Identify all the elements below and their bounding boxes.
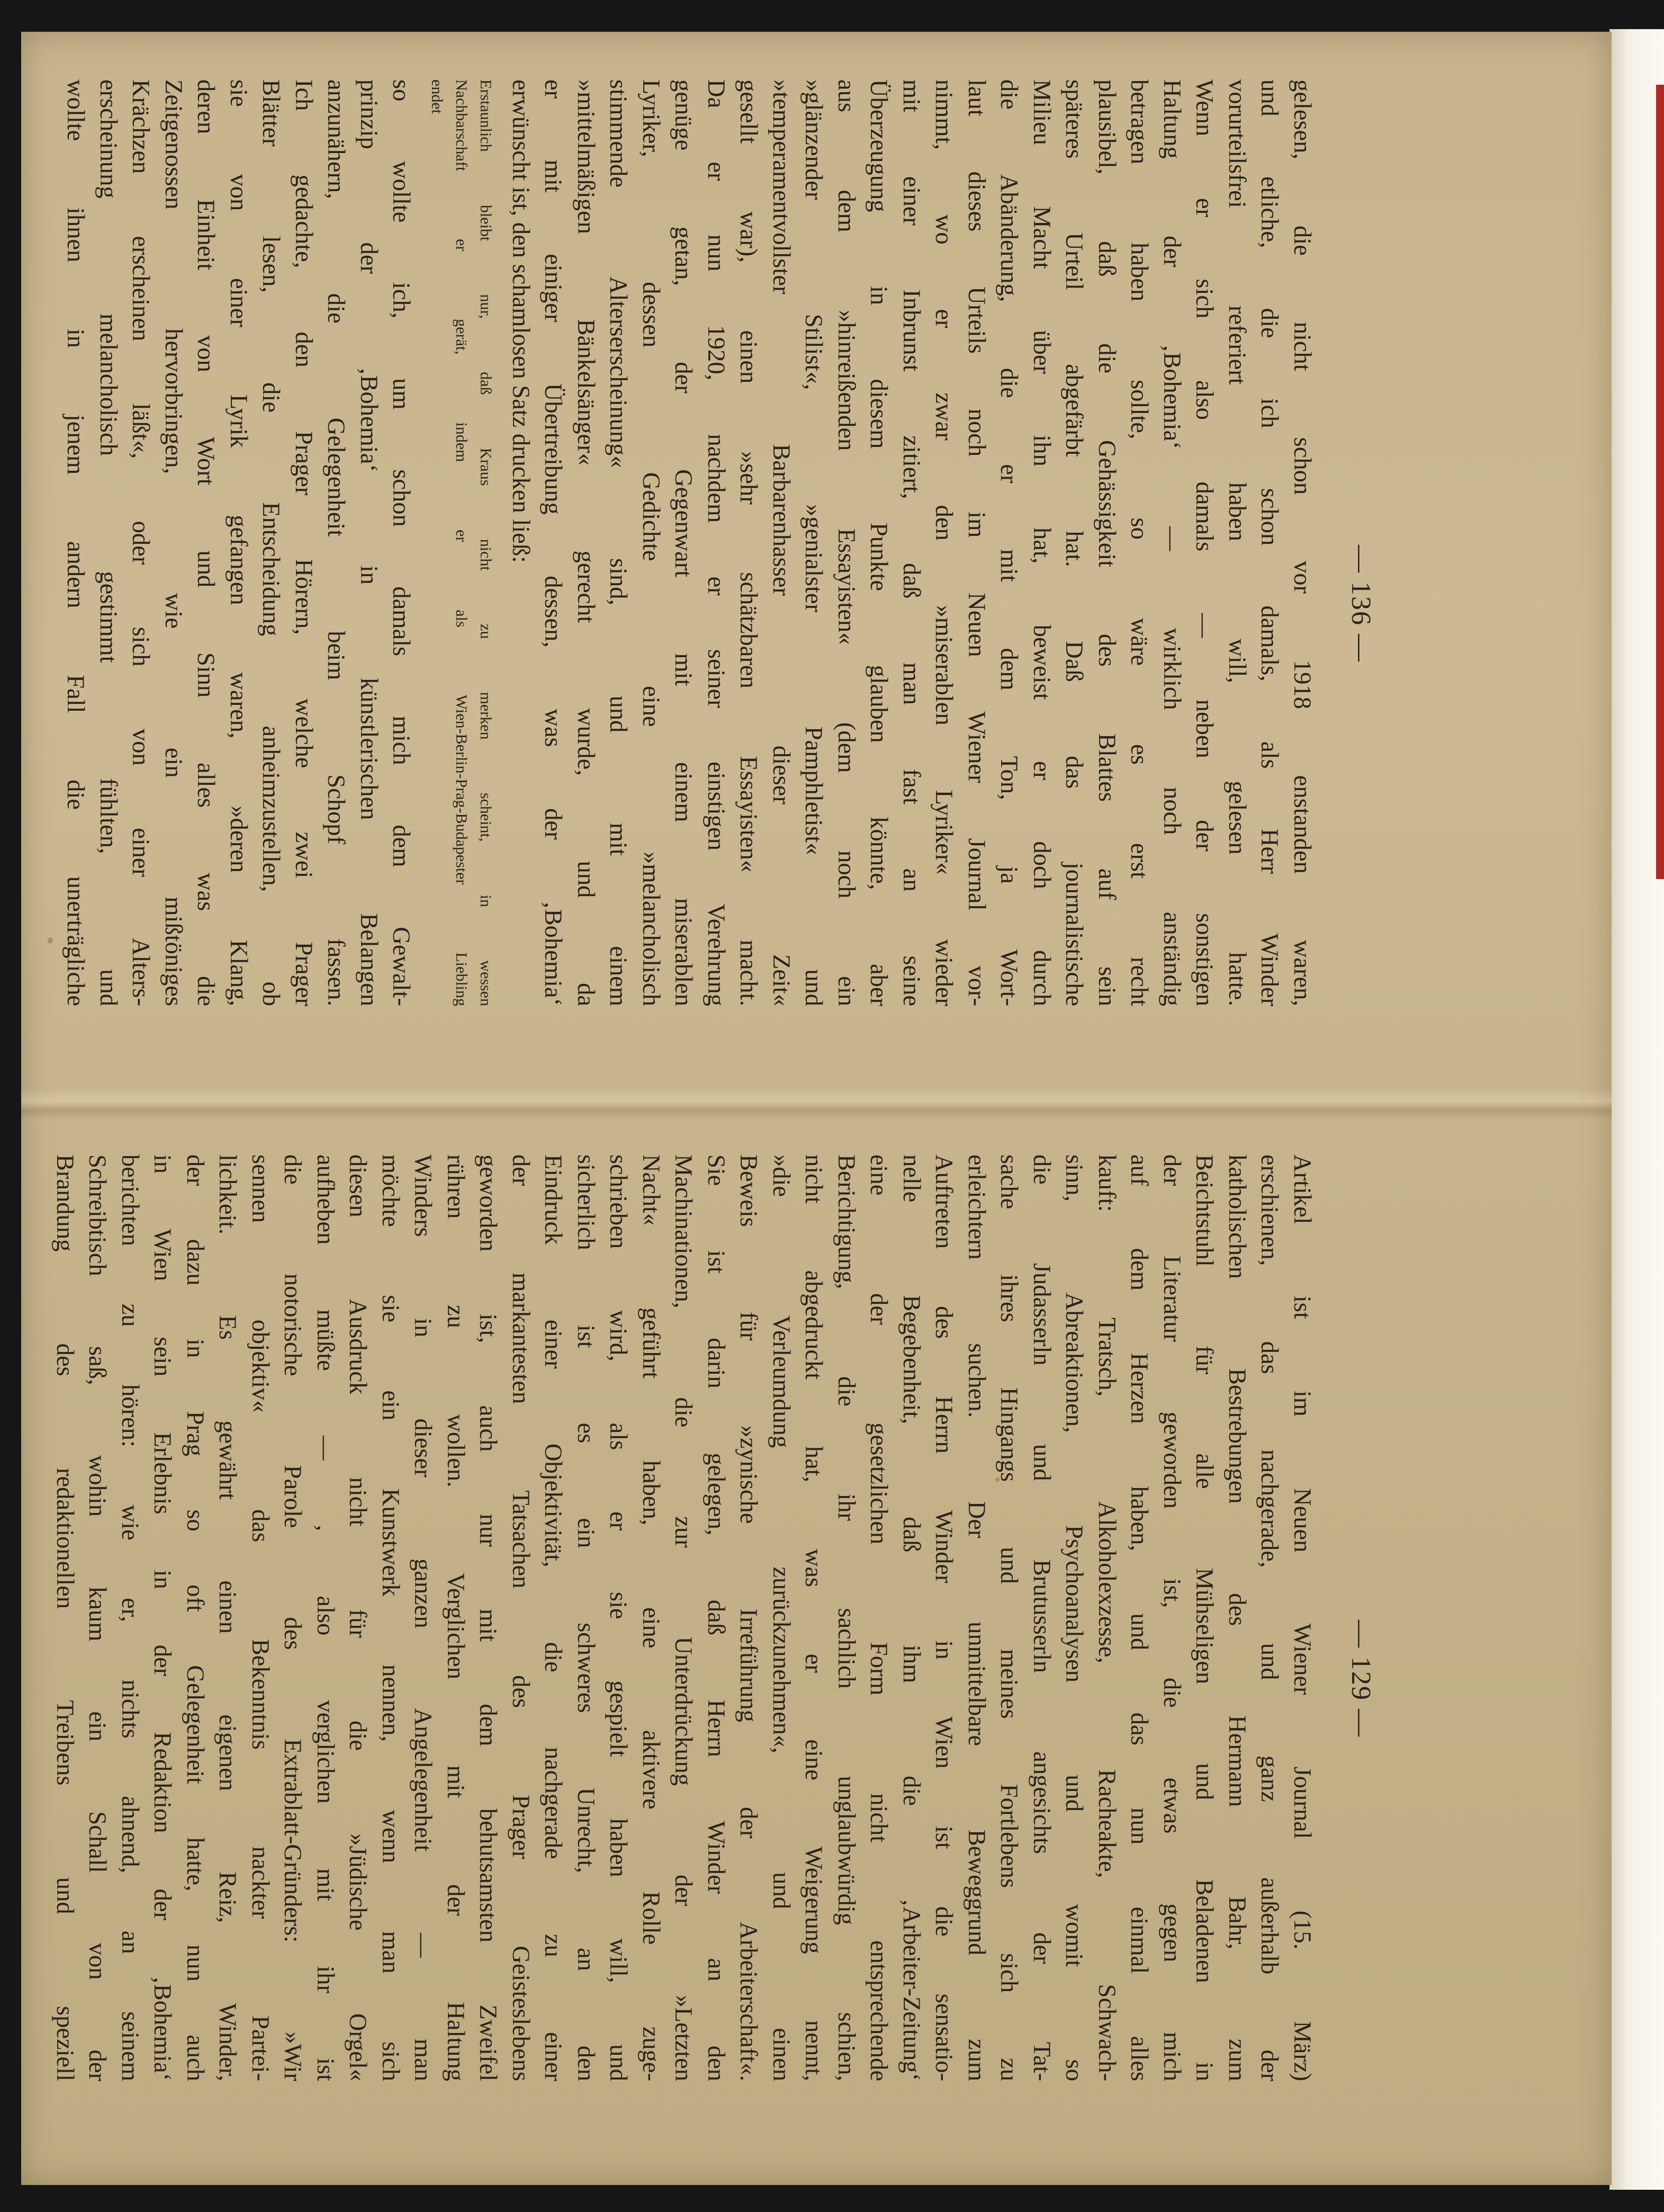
text-line: Schreibtisch saß, wohin kaum ein Schall von der (84, 1154, 111, 2081)
text-line: endet (428, 79, 446, 114)
text-line: »glänzender Stilist«, »genialster Pamphletist« und (800, 79, 827, 1006)
text-line: in Wien sein Erlebnis in der Redaktion der ‚Bohemia‘ (149, 1154, 176, 2081)
text-line: Milieu Macht über ihn hat, beweist er doch durch (1028, 79, 1055, 1006)
text-line: deren Einheit von Wort und Sinn alles was die (192, 79, 220, 1006)
text-line: Haltung der ‚Bohemia‘ — wirklich noch anständig (1158, 79, 1185, 1006)
text-line: der markantesten Tatsachen des Prager Geisteslebens (507, 1154, 534, 2081)
page-136 (21, 79, 1377, 1128)
text-line: der Literatur geworden ist, die etwas gegen mich (1158, 1154, 1185, 2081)
text-line: Beichtstuhl für alle Mühseligen und Beladenen in (1191, 1154, 1218, 2081)
text-line: Blätter lesen, die Entscheidung anheimzustellen, ob (257, 79, 285, 1006)
text-line: katholischen Bestrebungen des Hermann Bahr, zum (1224, 1154, 1251, 2081)
text-line: sie von einer Lyrik gefangen waren, »deren Klang, (225, 79, 252, 1006)
text-line: Nacht« geführt haben, eine aktivere Rolle zuge- (637, 1154, 664, 2081)
text-line: der dazu in Prag so oft Gelegenheit hatte, nun auch (182, 1154, 209, 2081)
text-line: auf dem Herzen haben, und das nun einmal alles (1126, 1154, 1153, 2081)
paragraph (505, 79, 1319, 1006)
text-line: möchte sie ein Kunstwerk nennen, wenn man sich (377, 1154, 404, 2081)
text-line: vorurteilsfrei referiert haben will, gelesen hatte. (1224, 79, 1251, 1006)
page-number: — 129 — (1346, 1620, 1376, 1738)
text-column (49, 1154, 1319, 2081)
text-line: erscheinung melancholisch gestimmt fühlten, und (95, 79, 122, 1006)
text-line: nicht abgedruckt hat, was er eine Weigerung nennt, (800, 1154, 827, 2081)
text-line: Krächzen erscheinen läßt«, oder sich von einer Alters- (127, 79, 155, 1006)
text-line: Überzeugung in diesem Punkte glauben könnte, aber (865, 79, 893, 1006)
text-line: Sie ist darin gelegen, daß Herrn Winder an den (703, 1154, 730, 2081)
text-line: berichten zu hören: wie er, nichts ahnend, an seinem (116, 1154, 143, 2081)
binding-edge (1656, 85, 1664, 879)
page-number: — 136 — (1346, 545, 1376, 662)
text-line: Berichtigung, die ihr sachlich unglaubwürdig schien, (833, 1154, 860, 2081)
text-line: stimmende Alterserscheinung« sind, und mit einem (605, 79, 632, 1006)
text-line: lichkeit. Es gewährt einen eigenen Reiz, Winder, (214, 1154, 241, 2081)
text-line: erleichtern suchen. Der unmittelbare Beweggrund zum (963, 1154, 990, 2081)
text-line: Beweis für »zynische Irreführung der Arbeiterschaft«. (735, 1154, 762, 2081)
paragraph (49, 1154, 1319, 2081)
text-line: Erstaunlich bleibt nur, daß Kraus nicht zu merken scheint, in wessen (477, 79, 495, 1006)
text-line: sicherlich ist es ein schweres Unrecht, an den (572, 1154, 599, 2081)
text-line: Eindruck einer Objektivität, die nachgerade zu einer (539, 1154, 567, 2081)
text-line: »die Verleumdung zurückzunehmen«, und einen (768, 1154, 795, 2081)
text-line: gesellt war), einen »sehr schätzbaren Essayisten« macht. (735, 79, 762, 1006)
text-line: Ich gedachte, den Prager Hörern, welche zwei Prager (290, 79, 317, 1006)
text-line: Winders in dieser ganzen Angelegenheit — man (409, 1154, 437, 2081)
text-line: mit einer Inbrunst zitiert, daß man fast an seine (898, 79, 925, 1006)
text-line: erschienen, das nachgerade, und ganz außerhalb der (1256, 1154, 1283, 2081)
text-line: Machinationen, die zur Unterdrückung der »Letzten (670, 1154, 697, 2081)
text-line: und etliche, die ich schon damals, als Herr Winder (1256, 79, 1283, 1006)
text-line: genüge getan, der Gegenwart mit einem miserablen (670, 79, 697, 1006)
text-line: so wollte ich, um schon damals mich dem Gewalt- (388, 79, 415, 1006)
text-line: Wenn er sich also damals — neben der sonstigen (1191, 79, 1218, 1006)
text-line: Nachbarschaft er gerät, indem er als Wien-Berlin-Prag-Budapester Liebling (453, 79, 471, 1006)
text-line: geworden ist, auch nur mit dem behutsamsten Zweifel (474, 1154, 502, 2081)
text-line: die Judasserln und Brutusserln angesichts der Tat- (1028, 1154, 1055, 2081)
text-line: aufheben müßte — , also verglichen mit ihr ist (312, 1154, 339, 2081)
text-line: prinzip der ‚Bohemia‘ in künstlerischen Belangen (355, 79, 382, 1006)
text-column (59, 79, 1318, 1006)
text-line: er mit einiger Übertreibung dessen, was der ‚Bohemia‘ (539, 79, 567, 1006)
text-line: sinn, Abreaktionen, Psychoanalysen und womit so (1060, 1154, 1088, 2081)
text-line: kauft: Tratsch, Alkoholexzesse, Racheakte, Schwach- (1093, 1154, 1120, 2081)
text-line: laut dieses Urteils noch im Neuen Wiener Journal vor- (963, 79, 990, 1006)
text-line: betragen haben sollte, so wäre es erst recht (1126, 79, 1153, 1006)
text-line: wollte ihnen in jenem andern Fall die unerträgliche (62, 79, 89, 1006)
text-line: nimmt, wo er zwar den »miserablen Lyriker« wieder (930, 79, 958, 1006)
text-line: Lyriker, dessen Gedichte eine »melancholisch (637, 79, 664, 1006)
text-line: Da er nun 1920, nachdem er seiner einstigen Verehrung (703, 79, 730, 1006)
text-line: schrieben wird, als er sie gespielt haben will, und (605, 1154, 632, 2081)
text-line: Auftreten des Herrn Winder in Wien ist die sensatio- (930, 1154, 958, 2081)
paragraph (59, 79, 418, 1006)
text-line: aus dem »hinreißenden Essayisten« (dem noch ein (833, 79, 860, 1006)
text-line: die Abänderung, die er mit dem Ton, ja Wort- (995, 79, 1023, 1006)
text-line: erwünscht ist, den schamlosen Satz drucken ließ: (507, 79, 534, 563)
text-line: sache ihres Hingangs und meines Fortlebens sich zu (995, 1154, 1023, 2081)
text-line: sennen objektiv« das Bekenntnis nackter Partei- (247, 1154, 274, 2081)
text-line: nelle Begebenheit, daß ihm die ‚Arbeiter-Zeitung‘ (898, 1154, 925, 2081)
text-line: diesen Ausdruck nicht für die »Jüdische Orgel« (344, 1154, 372, 2081)
text-line: »temperamentvollster Barbarenhasser dieser Zeit« (768, 79, 795, 1006)
text-line: gelesen, die nicht schon vor 1918 enstanden waren, (1289, 79, 1316, 1006)
text-line: eine der gesetzlichen Form nicht entsprechende (865, 1154, 893, 2081)
text-line: »mittelmäßigen Bänkelsänger« gerecht wurde, und da (572, 79, 599, 1006)
text-line: die notorische Parole des Extrablatt-Gründers: »Wir (279, 1154, 307, 2081)
text-line: plausibel, daß die Gehässigkeit des Blattes auf sein (1093, 79, 1120, 1006)
text-line: anzunähern, die Gelegenheit beim Schopf fassen. (322, 79, 350, 1006)
footnote (425, 79, 498, 1006)
text-line: Brandung des redaktionellen Treibens und speziell (51, 1154, 78, 2081)
text-line: Zeitgenossen hervorbringen, wie ein mißtöniges (160, 79, 187, 1006)
page-129 (21, 1154, 1377, 2203)
text-line: späteres Urteil abgefärbt hat. Daß das journalistische (1060, 79, 1088, 1006)
text-line: Artikel ist im Neuen Wiener Journal (15. März) (1289, 1154, 1316, 2081)
text-line: rühren zu wollen. Verglichen mit der Haltung (442, 1154, 469, 2081)
